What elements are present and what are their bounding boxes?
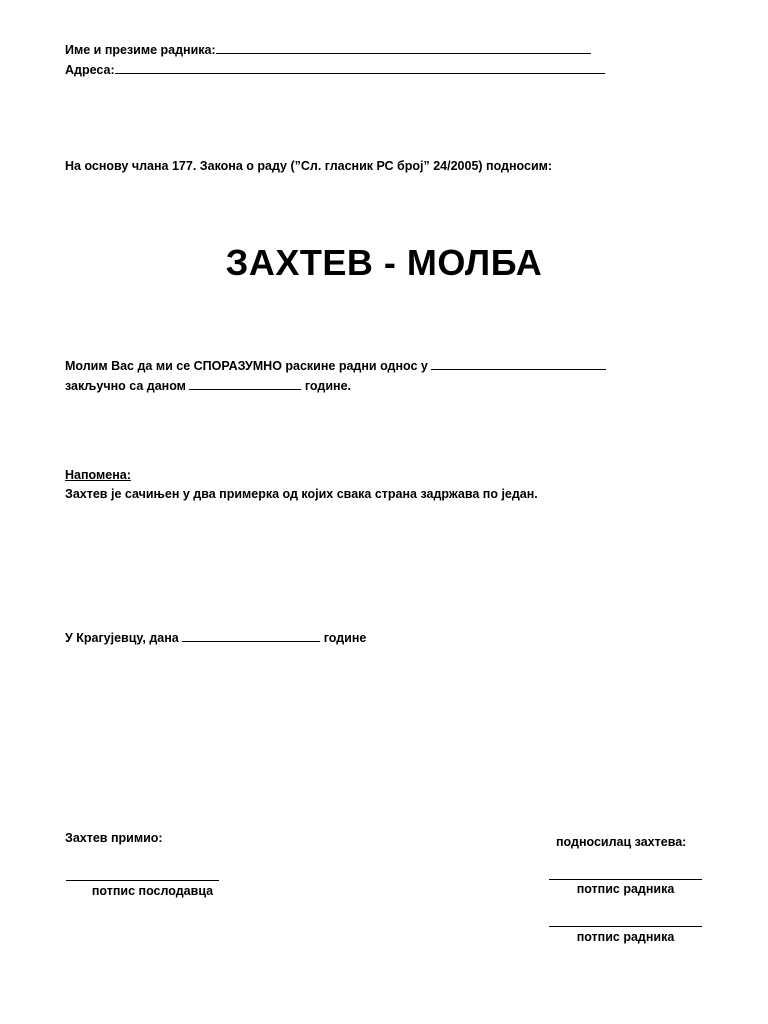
- note-text: Захтев је сачињен у два примерка од којих свака страна задржава по један.: [65, 487, 538, 501]
- name-field-row: [65, 42, 591, 58]
- name-blank-line: [216, 42, 591, 54]
- worker-signature-caption-1: потпис радника: [576, 882, 675, 896]
- request-text-1: Молим Вас да ми се СПОРАЗУМНО раскине радни однос у: [65, 359, 428, 373]
- request-line-1: [65, 358, 606, 374]
- request-blank-line-1: [431, 358, 606, 370]
- place-date-row: [65, 630, 366, 646]
- place-date-suffix: године: [323, 631, 367, 645]
- place-date-blank: [182, 630, 320, 642]
- employer-signature-line: [66, 880, 219, 881]
- received-label: Захтев примио:: [65, 831, 163, 845]
- request-text-2b: године.: [304, 379, 351, 393]
- note-heading: Напомена:: [65, 468, 131, 482]
- worker-signature-caption-2: потпис радника: [576, 930, 675, 944]
- request-date-blank: [189, 378, 301, 390]
- address-label: Адреса:: [65, 63, 115, 77]
- name-label: Име и презиме радника:: [65, 43, 216, 57]
- intro-text: На основу члана 177. Закона о раду (”Сл. гласник РС број” 24/2005) подносим:: [65, 159, 553, 173]
- request-line-2: [65, 378, 351, 394]
- applicant-label: подносилац захтева:: [556, 835, 687, 849]
- document-title: ЗАХТЕВ - МОЛБА: [225, 242, 543, 283]
- employer-signature-caption: потпис послодавца: [91, 884, 214, 898]
- place-date-prefix: У Крагујевцу, дана: [65, 631, 179, 645]
- address-blank-line: [115, 62, 605, 74]
- worker-signature-line-1: [549, 879, 702, 880]
- request-text-2a: закључно са даном: [65, 379, 186, 393]
- address-field-row: [65, 62, 605, 78]
- worker-signature-line-2: [549, 926, 702, 927]
